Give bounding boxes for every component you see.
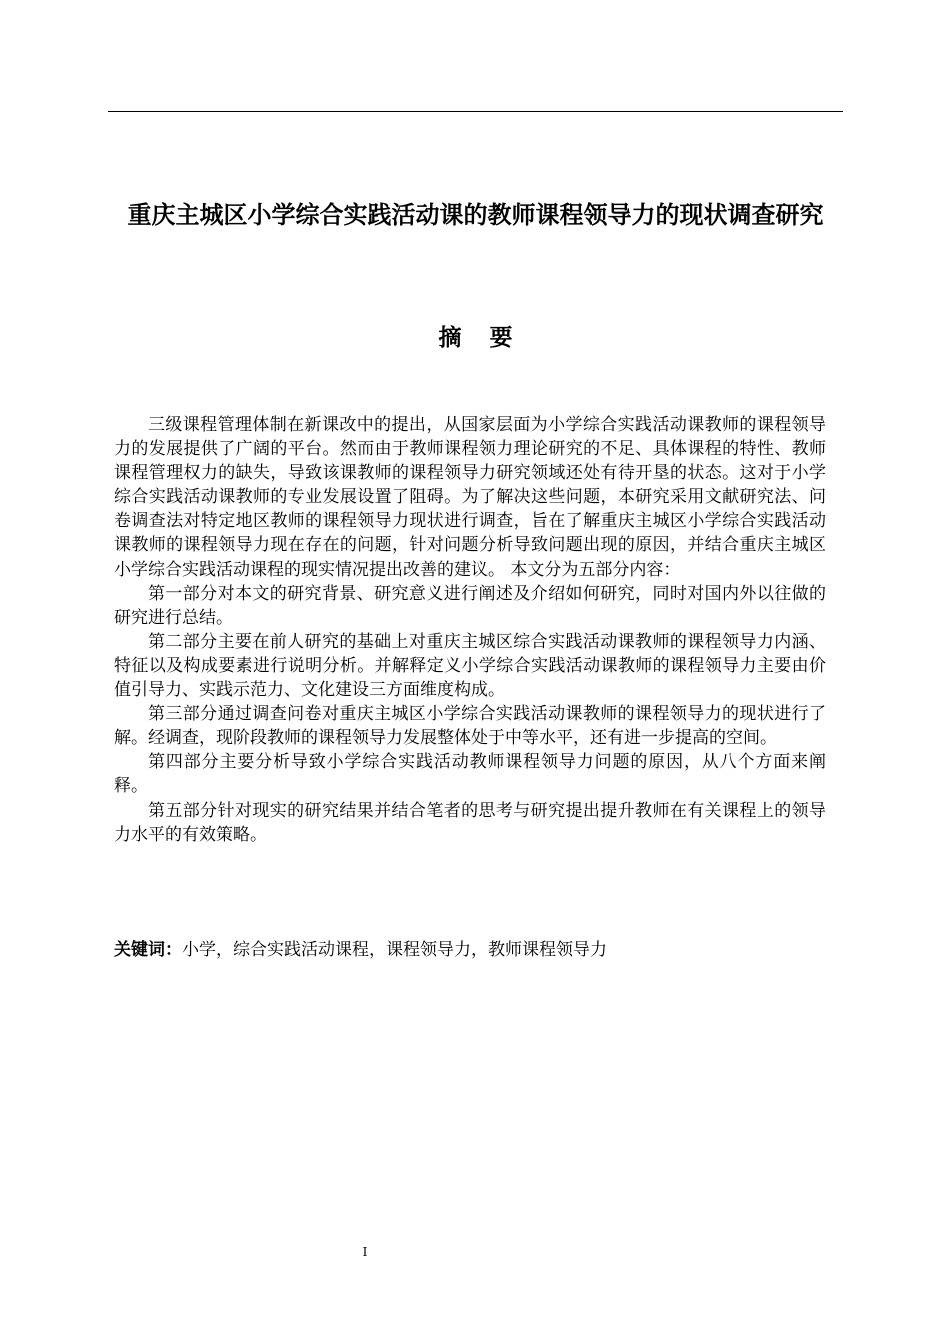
abstract-paragraph: 第五部分针对现实的研究结果并结合笔者的思考与研究提出提升教师在有关课程上的领导力水平的有效策略。 xyxy=(114,800,826,845)
page-number: I xyxy=(362,1245,368,1259)
abstract-paragraph: 三级课程管理体制在新课改中的提出，从国家层面为小学综合实践活动课教师的课程领导力的发展提供了广阔的平台。然而由于教师课程领力理论研究的不足、具体课程的特性、教师课程管理权力的缺失，导致该课教师的课程领导力研究领域还处有待开垦的状态。这对于小学综合实践活动课教师的专业发展设置了阻碍。为了解决这些问题，本研究采用文献研究法、问卷调查法对特定地区教师的课程领导力现状进行调查，旨在了解重庆主城区小学综合实践活动课教师的课程领导力现在存在的问题，针对问题分析导致问题出现的原因，并结合重庆主城区小学综合实践活动课程的现实情况提出改善的建议。 本文分为五部分内容： xyxy=(114,415,826,580)
keywords-line xyxy=(114,938,826,962)
abstract-paragraph: 第一部分对本文的研究背景、研究意义进行阐述及介绍如何研究，同时对国内外以往做的研究进行总结。 xyxy=(114,583,826,628)
abstract-heading: 摘要 xyxy=(438,325,541,351)
document-title: 重庆主城区小学综合实践活动课的教师课程领导力的现状调查研究 xyxy=(127,201,824,229)
keywords-text: 小学，综合实践活动课程，课程领导力，教师课程领导力 xyxy=(182,940,607,960)
abstract-body xyxy=(114,413,826,847)
abstract-paragraph: 第三部分通过调查问卷对重庆主城区小学综合实践活动课教师的课程领导力的现状进行了解。经调查，现阶段教师的课程领导力发展整体处于中等水平，还有进一步提高的空间。 xyxy=(114,704,826,749)
header-rule xyxy=(108,111,843,112)
abstract-paragraph: 第二部分主要在前人研究的基础上对重庆主城区综合实践活动课教师的课程领导力内涵、特征以及构成要素进行说明分析。并解释定义小学综合实践活动课教师的课程领导力主要由价值引导力、实践示范力、文化建设三方面维度构成。 xyxy=(114,631,826,701)
abstract-paragraph: 第四部分主要分析导致小学综合实践活动教师课程领导力问题的原因，从八个方面来阐释。 xyxy=(114,752,826,797)
keywords-label: 关键词： xyxy=(114,940,182,960)
